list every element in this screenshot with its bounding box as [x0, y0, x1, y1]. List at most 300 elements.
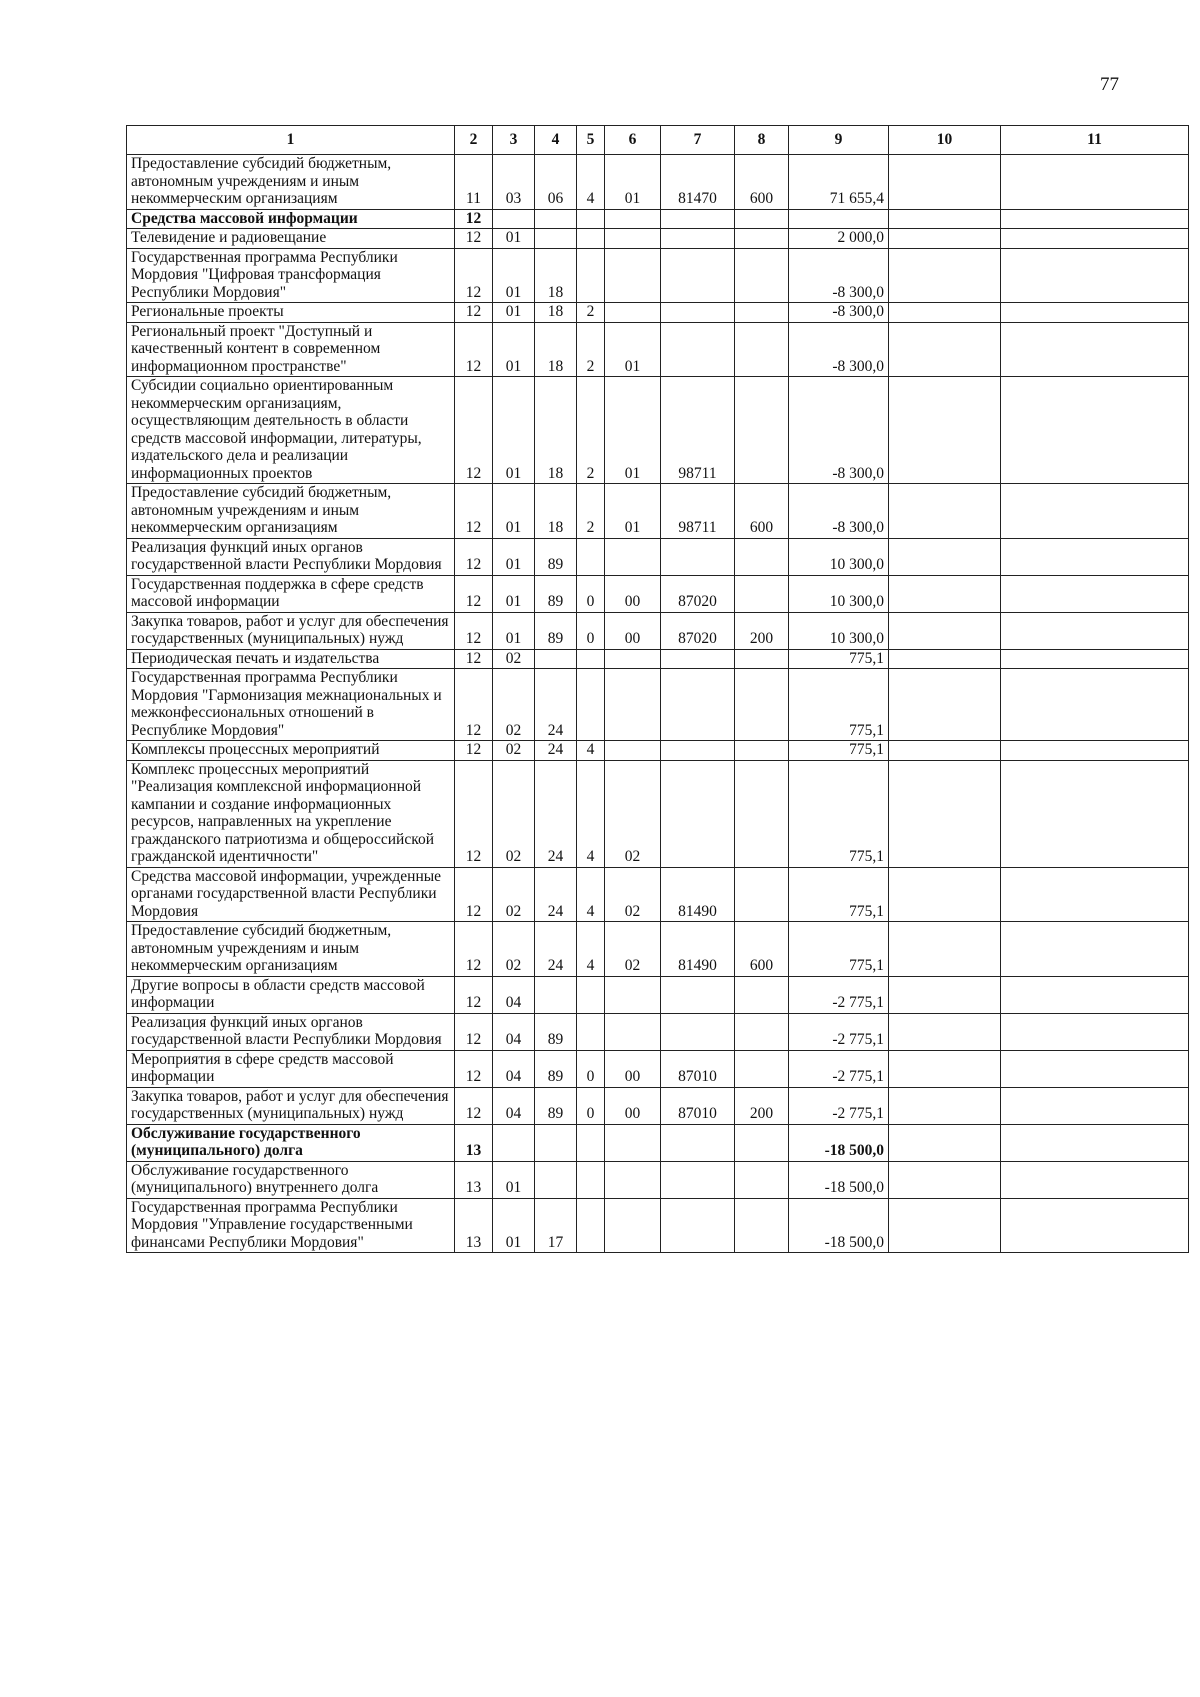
- section-code: 12: [455, 322, 493, 377]
- column-11-cell: [1001, 1198, 1189, 1253]
- subprogram-code: 2: [577, 322, 605, 377]
- table-row: [127, 303, 1189, 323]
- row-name: Государственная поддержка в сфере средств массовой информации: [127, 575, 455, 612]
- column-11-cell: [1001, 612, 1189, 649]
- amount-cell: -8 300,0: [789, 484, 889, 539]
- section-code: 12: [455, 1087, 493, 1124]
- program-code: 89: [535, 612, 577, 649]
- column-header: 3: [493, 126, 535, 155]
- table-row: [127, 741, 1189, 761]
- program-code: 24: [535, 922, 577, 977]
- table-row: [127, 922, 1189, 977]
- column-10-cell: [889, 1050, 1001, 1087]
- column-header: 8: [735, 126, 789, 155]
- program-code: 24: [535, 760, 577, 867]
- column-10-cell: [889, 229, 1001, 249]
- program-code: 17: [535, 1198, 577, 1253]
- subprogram-code: 0: [577, 1050, 605, 1087]
- program-code: 89: [535, 575, 577, 612]
- event-code: [605, 303, 661, 323]
- amount-cell: 775,1: [789, 741, 889, 761]
- event-code: [605, 538, 661, 575]
- expense-type-code: [735, 229, 789, 249]
- subsection-code: 01: [493, 1198, 535, 1253]
- expense-type-code: 600: [735, 484, 789, 539]
- table-row: [127, 1087, 1189, 1124]
- subsection-code: 02: [493, 922, 535, 977]
- program-code: 89: [535, 1087, 577, 1124]
- table-row: [127, 209, 1189, 229]
- event-code: [605, 649, 661, 669]
- event-code: 02: [605, 922, 661, 977]
- subprogram-code: [577, 649, 605, 669]
- amount-cell: -2 775,1: [789, 1050, 889, 1087]
- column-10-cell: [889, 669, 1001, 741]
- subsection-code: 01: [493, 303, 535, 323]
- section-code: 13: [455, 1198, 493, 1253]
- event-code: 00: [605, 1050, 661, 1087]
- expense-direction-code: 87010: [661, 1050, 735, 1087]
- event-code: 00: [605, 575, 661, 612]
- subprogram-code: 4: [577, 741, 605, 761]
- section-code: 12: [455, 669, 493, 741]
- column-10-cell: [889, 741, 1001, 761]
- expense-type-code: [735, 322, 789, 377]
- event-code: [605, 1161, 661, 1198]
- program-code: [535, 1124, 577, 1161]
- table-row: [127, 538, 1189, 575]
- subsection-code: 01: [493, 377, 535, 484]
- column-10-cell: [889, 922, 1001, 977]
- column-11-cell: [1001, 209, 1189, 229]
- subprogram-code: 0: [577, 1087, 605, 1124]
- section-code: 12: [455, 484, 493, 539]
- subsection-code: 03: [493, 155, 535, 210]
- row-name: Закупка товаров, работ и услуг для обеспечения государственных (муниципальных) нужд: [127, 612, 455, 649]
- amount-cell: 10 300,0: [789, 575, 889, 612]
- column-11-cell: [1001, 322, 1189, 377]
- table-row: [127, 575, 1189, 612]
- column-header: 4: [535, 126, 577, 155]
- column-header: 2: [455, 126, 493, 155]
- section-code: 12: [455, 612, 493, 649]
- row-name: Закупка товаров, работ и услуг для обеспечения государственных (муниципальных) нужд: [127, 1087, 455, 1124]
- row-name: Мероприятия в сфере средств массовой информации: [127, 1050, 455, 1087]
- column-header: 9: [789, 126, 889, 155]
- table-row: [127, 484, 1189, 539]
- column-11-cell: [1001, 248, 1189, 303]
- row-name: Реализация функций иных органов государственной власти Республики Мордовия: [127, 538, 455, 575]
- page-number: 77: [1100, 74, 1119, 95]
- program-code: [535, 229, 577, 249]
- event-code: [605, 1013, 661, 1050]
- row-name: Обслуживание государственного (муниципального) внутреннего долга: [127, 1161, 455, 1198]
- event-code: 02: [605, 760, 661, 867]
- table-header: [127, 126, 1189, 155]
- subprogram-code: 2: [577, 303, 605, 323]
- row-name: Государственная программа Республики Мордовия "Гармонизация межнациональных и межконфессиональных отношений в Республике Мордовия": [127, 669, 455, 741]
- column-10-cell: [889, 612, 1001, 649]
- amount-cell: 775,1: [789, 867, 889, 922]
- subprogram-code: [577, 1124, 605, 1161]
- row-name: Телевидение и радиовещание: [127, 229, 455, 249]
- section-code: 13: [455, 1161, 493, 1198]
- column-10-cell: [889, 760, 1001, 867]
- column-10-cell: [889, 976, 1001, 1013]
- expense-type-code: [735, 867, 789, 922]
- subsection-code: 04: [493, 1050, 535, 1087]
- program-code: 24: [535, 669, 577, 741]
- table-row: [127, 669, 1189, 741]
- amount-cell: -18 500,0: [789, 1198, 889, 1253]
- expense-direction-code: 98711: [661, 484, 735, 539]
- table-row: [127, 322, 1189, 377]
- subsection-code: 02: [493, 867, 535, 922]
- event-code: 01: [605, 377, 661, 484]
- column-10-cell: [889, 867, 1001, 922]
- subsection-code: 01: [493, 229, 535, 249]
- section-code: 11: [455, 155, 493, 210]
- program-code: [535, 649, 577, 669]
- amount-cell: 71 655,4: [789, 155, 889, 210]
- event-code: [605, 741, 661, 761]
- column-10-cell: [889, 322, 1001, 377]
- program-code: 18: [535, 322, 577, 377]
- expense-direction-code: [661, 760, 735, 867]
- program-code: 18: [535, 303, 577, 323]
- amount-cell: 775,1: [789, 649, 889, 669]
- expense-type-code: [735, 209, 789, 229]
- row-name: Комплекс процессных мероприятий "Реализация комплексной информационной кампании и создание информационных ресурсов, направленных на укрепление гражданского патриотизма и общероссийской гражданской идентичности": [127, 760, 455, 867]
- table-row: [127, 1050, 1189, 1087]
- event-code: [605, 669, 661, 741]
- section-code: 12: [455, 976, 493, 1013]
- table-row: [127, 377, 1189, 484]
- subsection-code: 02: [493, 760, 535, 867]
- row-name: Региональный проект "Доступный и качественный контент в современном информационном пространстве": [127, 322, 455, 377]
- column-10-cell: [889, 303, 1001, 323]
- event-code: 01: [605, 155, 661, 210]
- table-row: [127, 649, 1189, 669]
- table-row: [127, 229, 1189, 249]
- column-10-cell: [889, 1013, 1001, 1050]
- amount-cell: -18 500,0: [789, 1161, 889, 1198]
- expense-direction-code: [661, 248, 735, 303]
- budget-table: [126, 125, 1189, 1253]
- subprogram-code: [577, 1198, 605, 1253]
- column-header: 5: [577, 126, 605, 155]
- expense-direction-code: [661, 649, 735, 669]
- section-code: 12: [455, 741, 493, 761]
- expense-type-code: [735, 575, 789, 612]
- column-11-cell: [1001, 575, 1189, 612]
- subprogram-code: [577, 229, 605, 249]
- column-11-cell: [1001, 155, 1189, 210]
- column-11-cell: [1001, 303, 1189, 323]
- row-name: Предоставление субсидий бюджетным, автономным учреждениям и иным некоммерческим организациям: [127, 155, 455, 210]
- expense-type-code: 600: [735, 922, 789, 977]
- table-row: [127, 1124, 1189, 1161]
- event-code: [605, 1124, 661, 1161]
- subsection-code: 01: [493, 1161, 535, 1198]
- subprogram-code: 2: [577, 377, 605, 484]
- section-code: 12: [455, 867, 493, 922]
- table-row: [127, 1198, 1189, 1253]
- expense-direction-code: [661, 322, 735, 377]
- row-name: Периодическая печать и издательства: [127, 649, 455, 669]
- program-code: 18: [535, 248, 577, 303]
- subprogram-code: 0: [577, 575, 605, 612]
- column-11-cell: [1001, 669, 1189, 741]
- column-11-cell: [1001, 976, 1189, 1013]
- table-body: [127, 155, 1189, 1253]
- subprogram-code: [577, 538, 605, 575]
- column-10-cell: [889, 1198, 1001, 1253]
- amount-cell: -8 300,0: [789, 248, 889, 303]
- expense-direction-code: [661, 1161, 735, 1198]
- subprogram-code: 4: [577, 867, 605, 922]
- row-name: Средства массовой информации, учрежденные органами государственной власти Республики Мордовия: [127, 867, 455, 922]
- subsection-code: 04: [493, 1013, 535, 1050]
- expense-type-code: [735, 538, 789, 575]
- expense-type-code: [735, 976, 789, 1013]
- row-name: Средства массовой информации: [127, 209, 455, 229]
- subprogram-code: 4: [577, 760, 605, 867]
- amount-cell: [789, 209, 889, 229]
- column-10-cell: [889, 377, 1001, 484]
- column-10-cell: [889, 1087, 1001, 1124]
- column-10-cell: [889, 209, 1001, 229]
- column-10-cell: [889, 575, 1001, 612]
- event-code: [605, 248, 661, 303]
- column-11-cell: [1001, 229, 1189, 249]
- event-code: 00: [605, 612, 661, 649]
- section-code: 12: [455, 303, 493, 323]
- subsection-code: 01: [493, 248, 535, 303]
- subsection-code: 02: [493, 649, 535, 669]
- amount-cell: -8 300,0: [789, 377, 889, 484]
- column-11-cell: [1001, 377, 1189, 484]
- column-11-cell: [1001, 484, 1189, 539]
- section-code: 12: [455, 229, 493, 249]
- program-code: 89: [535, 1050, 577, 1087]
- expense-type-code: [735, 760, 789, 867]
- row-name: Реализация функций иных органов государственной власти Республики Мордовия: [127, 1013, 455, 1050]
- event-code: 01: [605, 322, 661, 377]
- section-code: 12: [455, 922, 493, 977]
- expense-direction-code: [661, 209, 735, 229]
- event-code: [605, 1198, 661, 1253]
- row-name: Субсидии социально ориентированным некоммерческим организациям, осуществляющим деятельность в области средств массовой информации, литературы, издательского дела и реализации информационных проектов: [127, 377, 455, 484]
- amount-cell: -8 300,0: [789, 303, 889, 323]
- expense-direction-code: [661, 229, 735, 249]
- subsection-code: [493, 209, 535, 229]
- column-header: 11: [1001, 126, 1189, 155]
- column-11-cell: [1001, 867, 1189, 922]
- amount-cell: -2 775,1: [789, 1087, 889, 1124]
- subprogram-code: [577, 1161, 605, 1198]
- section-code: 12: [455, 248, 493, 303]
- column-10-cell: [889, 155, 1001, 210]
- table-row: [127, 155, 1189, 210]
- amount-cell: 775,1: [789, 669, 889, 741]
- row-name: Региональные проекты: [127, 303, 455, 323]
- column-10-cell: [889, 248, 1001, 303]
- expense-direction-code: 98711: [661, 377, 735, 484]
- amount-cell: 775,1: [789, 760, 889, 867]
- expense-direction-code: [661, 669, 735, 741]
- column-10-cell: [889, 1161, 1001, 1198]
- column-10-cell: [889, 649, 1001, 669]
- column-header: 7: [661, 126, 735, 155]
- subprogram-code: 2: [577, 484, 605, 539]
- column-11-cell: [1001, 922, 1189, 977]
- amount-cell: 2 000,0: [789, 229, 889, 249]
- program-code: 89: [535, 538, 577, 575]
- expense-type-code: 600: [735, 155, 789, 210]
- subsection-code: [493, 1124, 535, 1161]
- program-code: [535, 976, 577, 1013]
- subsection-code: 01: [493, 575, 535, 612]
- column-11-cell: [1001, 1013, 1189, 1050]
- section-code: 12: [455, 649, 493, 669]
- column-11-cell: [1001, 1161, 1189, 1198]
- section-code: 12: [455, 377, 493, 484]
- program-code: 24: [535, 741, 577, 761]
- section-code: 12: [455, 1013, 493, 1050]
- subprogram-code: 4: [577, 155, 605, 210]
- column-11-cell: [1001, 1050, 1189, 1087]
- column-11-cell: [1001, 760, 1189, 867]
- subsection-code: 01: [493, 322, 535, 377]
- table-row: [127, 1161, 1189, 1198]
- expense-direction-code: [661, 741, 735, 761]
- program-code: [535, 1161, 577, 1198]
- subprogram-code: 4: [577, 922, 605, 977]
- row-name: Другие вопросы в области средств массовой информации: [127, 976, 455, 1013]
- subprogram-code: [577, 669, 605, 741]
- expense-type-code: [735, 1198, 789, 1253]
- column-11-cell: [1001, 1087, 1189, 1124]
- column-header: 6: [605, 126, 661, 155]
- expense-direction-code: [661, 303, 735, 323]
- column-10-cell: [889, 484, 1001, 539]
- table-row: [127, 612, 1189, 649]
- expense-direction-code: 87010: [661, 1087, 735, 1124]
- event-code: 00: [605, 1087, 661, 1124]
- expense-type-code: [735, 248, 789, 303]
- event-code: [605, 229, 661, 249]
- column-header: 1: [127, 126, 455, 155]
- event-code: [605, 976, 661, 1013]
- expense-type-code: [735, 1161, 789, 1198]
- subsection-code: 01: [493, 538, 535, 575]
- section-code: 12: [455, 209, 493, 229]
- expense-direction-code: [661, 1198, 735, 1253]
- section-code: 12: [455, 575, 493, 612]
- subsection-code: 02: [493, 669, 535, 741]
- expense-type-code: 200: [735, 612, 789, 649]
- expense-type-code: [735, 741, 789, 761]
- expense-direction-code: [661, 976, 735, 1013]
- section-code: 12: [455, 1050, 493, 1087]
- expense-direction-code: 87020: [661, 612, 735, 649]
- event-code: 02: [605, 867, 661, 922]
- amount-cell: 775,1: [789, 922, 889, 977]
- expense-type-code: [735, 377, 789, 484]
- row-name: Государственная программа Республики Мордовия "Управление государственными финансами Республики Мордовия": [127, 1198, 455, 1253]
- amount-cell: -2 775,1: [789, 976, 889, 1013]
- column-11-cell: [1001, 649, 1189, 669]
- expense-type-code: [735, 1050, 789, 1087]
- subprogram-code: [577, 248, 605, 303]
- amount-cell: -2 775,1: [789, 1013, 889, 1050]
- table-row: [127, 867, 1189, 922]
- expense-direction-code: 81490: [661, 867, 735, 922]
- expense-direction-code: [661, 1124, 735, 1161]
- column-11-cell: [1001, 1124, 1189, 1161]
- program-code: 18: [535, 377, 577, 484]
- table-row: [127, 248, 1189, 303]
- expense-direction-code: [661, 1013, 735, 1050]
- program-code: 89: [535, 1013, 577, 1050]
- expense-type-code: [735, 1124, 789, 1161]
- table-row: [127, 1013, 1189, 1050]
- amount-cell: 10 300,0: [789, 612, 889, 649]
- program-code: 18: [535, 484, 577, 539]
- subprogram-code: [577, 976, 605, 1013]
- amount-cell: -8 300,0: [789, 322, 889, 377]
- subsection-code: 02: [493, 741, 535, 761]
- table-row: [127, 760, 1189, 867]
- row-name: Комплексы процессных мероприятий: [127, 741, 455, 761]
- event-code: 01: [605, 484, 661, 539]
- section-code: 12: [455, 538, 493, 575]
- subsection-code: 01: [493, 612, 535, 649]
- expense-direction-code: [661, 538, 735, 575]
- row-name: Предоставление субсидий бюджетным, автономным учреждениям и иным некоммерческим организациям: [127, 922, 455, 977]
- table-row: [127, 976, 1189, 1013]
- expense-type-code: [735, 1013, 789, 1050]
- row-name: Обслуживание государственного (муниципального) долга: [127, 1124, 455, 1161]
- subsection-code: 01: [493, 484, 535, 539]
- expense-direction-code: 81490: [661, 922, 735, 977]
- expense-direction-code: 87020: [661, 575, 735, 612]
- expense-type-code: [735, 669, 789, 741]
- expense-type-code: [735, 649, 789, 669]
- section-code: 13: [455, 1124, 493, 1161]
- subprogram-code: 0: [577, 612, 605, 649]
- column-header: 10: [889, 126, 1001, 155]
- column-10-cell: [889, 538, 1001, 575]
- subprogram-code: [577, 209, 605, 229]
- amount-cell: -18 500,0: [789, 1124, 889, 1161]
- program-code: 24: [535, 867, 577, 922]
- event-code: [605, 209, 661, 229]
- column-11-cell: [1001, 538, 1189, 575]
- section-code: 12: [455, 760, 493, 867]
- expense-type-code: [735, 303, 789, 323]
- subprogram-code: [577, 1013, 605, 1050]
- subsection-code: 04: [493, 1087, 535, 1124]
- amount-cell: 10 300,0: [789, 538, 889, 575]
- header-row: [127, 126, 1189, 155]
- expense-direction-code: 81470: [661, 155, 735, 210]
- row-name: Предоставление субсидий бюджетным, автономным учреждениям и иным некоммерческим организациям: [127, 484, 455, 539]
- column-11-cell: [1001, 741, 1189, 761]
- program-code: 06: [535, 155, 577, 210]
- program-code: [535, 209, 577, 229]
